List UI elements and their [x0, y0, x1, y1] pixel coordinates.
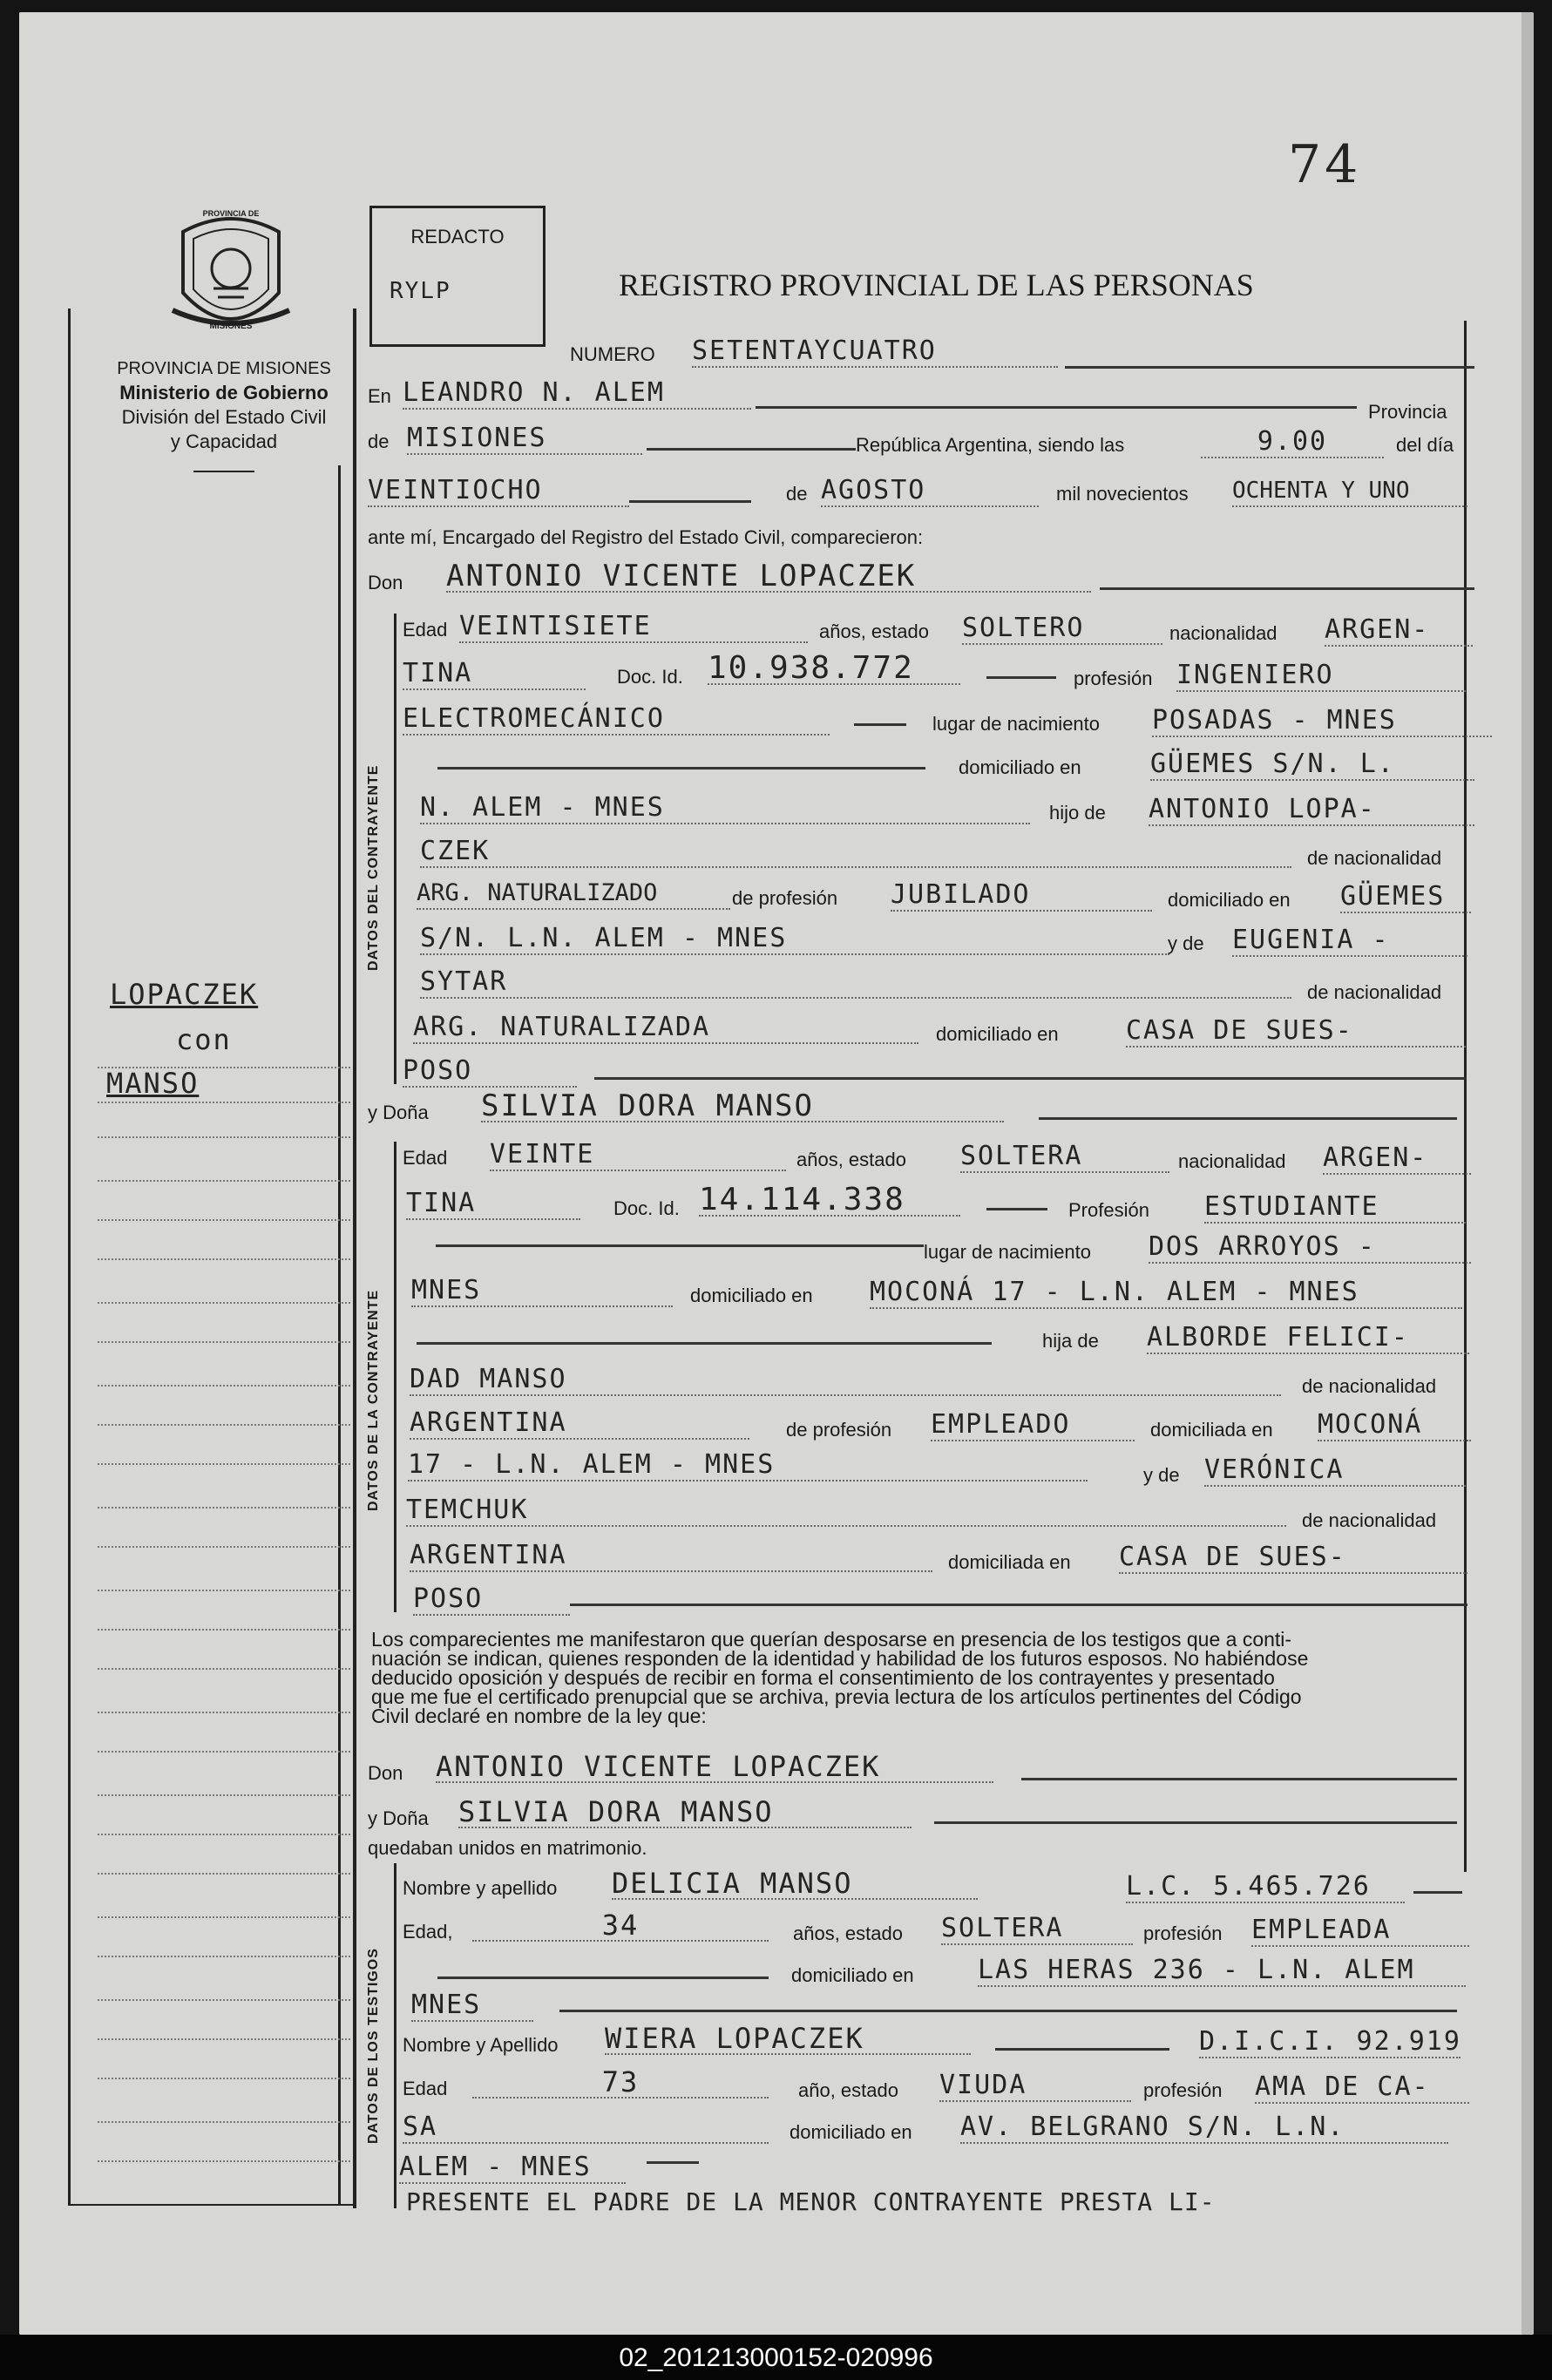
- division-name-2: y Capacidad: [170, 431, 278, 452]
- label-profesion-t2: profesión: [1143, 2079, 1223, 2101]
- acta-year: OCHENTA Y UNO: [1232, 476, 1467, 507]
- label-anios-estado: años, estado: [819, 620, 929, 642]
- witness1-address-2: MNES: [411, 1990, 533, 2022]
- witness1-age: 34: [472, 1910, 769, 1942]
- acta-hour: 9.00: [1201, 427, 1384, 458]
- ministry-name: Ministerio de Gobierno: [119, 382, 329, 403]
- label-domiciliado-t2: domiciliado en: [790, 2121, 912, 2143]
- label-mil: mil novecientos: [1056, 483, 1189, 505]
- groom-profession-1: INGENIERO: [1176, 661, 1466, 692]
- label-y-de-2: y de: [1143, 1464, 1180, 1486]
- groom-father-address-1: GÜEMES: [1340, 882, 1471, 913]
- groom-mother-2: SYTAR: [420, 967, 1291, 999]
- redacto-initials: RYLP: [390, 278, 451, 304]
- groom-status: SOLTERO: [962, 614, 1162, 645]
- label-republica: República Argentina, siendo las: [856, 434, 1125, 456]
- label-del-dia: del día: [1396, 434, 1454, 456]
- witness2-doc: D.I.C.I. 92.919: [1199, 2026, 1461, 2057]
- page-number: 74: [1288, 134, 1362, 195]
- margin-note-line2: con: [176, 1023, 232, 1056]
- label-numero: NUMERO: [570, 343, 655, 365]
- groom-address-2: N. ALEM - MNES: [420, 793, 1030, 824]
- bride-block-line: [394, 1142, 396, 1612]
- paragraph-line: nuación se indican, quienes responden de la identidad y habilidad de los futuros esposos. No habiéndose: [371, 1647, 1309, 1670]
- groom-mother-nationality: ARG. NATURALIZADA: [413, 1013, 918, 1044]
- divider: [193, 471, 254, 472]
- bride-address: MOCONÁ 17 - L.N. ALEM - MNES: [870, 1278, 1462, 1309]
- label-anios-estado-3: años, estado: [793, 1922, 903, 1944]
- document-title: REGISTRO PROVINCIAL DE LAS PERSONAS: [619, 268, 1254, 302]
- witness1-address-1: LAS HERAS 236 - L.N. ALEM: [978, 1956, 1466, 1987]
- label-doc-2: Doc. Id.: [613, 1197, 680, 1219]
- label-domiciliada: domiciliada en: [1150, 1419, 1273, 1441]
- paragraph-line: Civil declaré en nombre de la ley que:: [371, 1705, 707, 1727]
- bride-mother-2: TEMCHUK: [406, 1495, 1286, 1527]
- label-de-nacionalidad-4: de nacionalidad: [1302, 1509, 1437, 1531]
- final-note: PRESENTE EL PADRE DE LA MENOR CONTRAYENTE PRESTA LI-: [406, 2187, 1216, 2216]
- left-frame-line: [68, 309, 71, 2205]
- groom-age: VEINTISIETE: [459, 612, 808, 643]
- witness1-name: DELICIA MANSO: [612, 1868, 978, 1900]
- bride-status: SOLTERA: [960, 1142, 1169, 1173]
- witness2-name: WIERA LOPACZEK: [605, 2024, 971, 2055]
- side-label-bride: DATOS DE LA CONTRAYENTE: [366, 1289, 381, 1511]
- witness2-address-1: AV. BELGRANO S/N. L.N.: [960, 2112, 1448, 2144]
- groom-father-nationality: ARG. NATURALIZADO: [417, 878, 730, 910]
- witness2-profession-1: AMA DE CA-: [1255, 2072, 1469, 2104]
- bride-birthplace-2: MNES: [411, 1276, 673, 1307]
- label-de-nacionalidad: de nacionalidad: [1307, 847, 1442, 869]
- bride-father-address-2: 17 - L.N. ALEM - MNES: [408, 1450, 1088, 1482]
- bride-mother-1: VERÓNICA: [1204, 1455, 1466, 1487]
- groom-father-profession: JUBILADO: [891, 880, 1152, 912]
- groom-mother-1: EUGENIA -: [1232, 926, 1467, 957]
- footer-id-text: 02_201213000152-020996: [619, 2343, 933, 2372]
- label-domiciliado-3: domiciliado en: [936, 1023, 1059, 1045]
- witness-block-line: [394, 1863, 396, 2208]
- groom-address-1: GÜEMES S/N. L.: [1150, 749, 1474, 781]
- label-nacionalidad: nacionalidad: [1169, 622, 1278, 644]
- bride-father-1: ALBORDE FELICI-: [1147, 1323, 1469, 1354]
- margin-note-line1: LOPACZEK: [110, 978, 259, 1011]
- seal-top-text: PROVINCIA DE: [202, 209, 260, 218]
- label-profesion-cap: Profesión: [1068, 1199, 1149, 1221]
- bride-age: VEINTE: [490, 1140, 786, 1171]
- witness2-address-2: ALEM - MNES: [399, 2153, 626, 2184]
- witness2-status: VIUDA: [939, 2071, 1131, 2102]
- bride-doc: 14.114.338: [699, 1185, 960, 1217]
- register-page: [19, 12, 1534, 2335]
- groom-father-1: ANTONIO LOPA-: [1149, 795, 1474, 826]
- label-hija-de: hija de: [1042, 1330, 1099, 1352]
- paragraph-line: Los comparecientes me manifestaron que querían desposarse en presencia de los testigos que a conti-: [371, 1628, 1292, 1651]
- label-nombre-ap-2: Nombre y Apellido: [403, 2034, 559, 2056]
- bride-nationality-2: TINA: [406, 1189, 580, 1220]
- label-de-profesion-2: de profesión: [786, 1419, 892, 1441]
- groom-doc: 10.938.772: [708, 654, 960, 685]
- seal-bottom-text: MISIONES: [209, 322, 253, 331]
- bride-mother-nationality: ARGENTINA: [410, 1541, 932, 1572]
- side-label-groom: DATOS DEL CONTRAYENTE: [366, 764, 381, 971]
- bride-father-nationality: ARGENTINA: [410, 1408, 749, 1440]
- groom-name: ANTONIO VICENTE LOPACZEK: [446, 561, 1091, 593]
- label-domiciliada-2: domiciliada en: [948, 1551, 1071, 1573]
- acta-locality: LEANDRO N. ALEM: [403, 378, 751, 410]
- label-nacionalidad-2: nacionalidad: [1178, 1150, 1286, 1172]
- label-domiciliado: domiciliado en: [959, 756, 1081, 778]
- label-de-nacionalidad-2: de nacionalidad: [1307, 981, 1442, 1003]
- groom-nationality-1: ARGEN-: [1325, 615, 1473, 647]
- bride-father-address-1: MOCONÁ: [1318, 1410, 1471, 1441]
- declaration-paragraph: [371, 1630, 1469, 1726]
- book-spine-edge: [1522, 12, 1534, 2335]
- label-profesion-t1: profesión: [1143, 1922, 1223, 1944]
- bride-mother-address-2: POSO: [413, 1584, 570, 1616]
- label-lugar-nac-2: lugar de nacimiento: [924, 1241, 1092, 1263]
- redacto-label: REDACTO: [410, 226, 505, 247]
- acta-day: VEINTIOCHO: [368, 476, 629, 507]
- label-don: Don: [368, 572, 403, 593]
- label-doc: Doc. Id.: [617, 666, 683, 688]
- groom-father-address-2: S/N. L.N. ALEM - MNES: [420, 924, 1169, 955]
- acta-number: SETENTAYCUATRO: [692, 336, 1058, 368]
- witness1-profession: EMPLEADA: [1251, 1916, 1469, 1947]
- label-y-de: y de: [1168, 932, 1204, 954]
- label-de-profesion: de profesión: [732, 887, 838, 909]
- label-y-dona: y Doña: [368, 1102, 429, 1123]
- label-edad-3: Edad: [403, 2078, 448, 2099]
- image-id-footer: [0, 2335, 1552, 2380]
- paragraph-line: deducido oposición y después de recibir en forma el consentimiento de los contrayentes y presentado: [371, 1666, 1275, 1689]
- groom-mother-address-2: POSO: [403, 1056, 577, 1088]
- declared-bride: SILVIA DORA MANSO: [458, 1797, 912, 1828]
- declared-groom: ANTONIO VICENTE LOPACZEK: [436, 1752, 993, 1783]
- bride-nationality-1: ARGEN-: [1323, 1143, 1471, 1175]
- bride-father-profession: EMPLEADO: [931, 1410, 1135, 1441]
- label-lugar-nac: lugar de nacimiento: [932, 713, 1101, 735]
- province-name: PROVINCIA DE MISIONES: [117, 359, 331, 378]
- label-nombre-ap: Nombre y apellido: [403, 1877, 558, 1899]
- label-profesion: profesión: [1074, 668, 1153, 689]
- redacto-box: [369, 206, 546, 347]
- witness1-status: SOLTERA: [941, 1914, 1133, 1945]
- groom-mother-address-1: CASA DE SUES-: [1126, 1016, 1466, 1048]
- groom-block-line: [394, 614, 396, 1084]
- label-de-mes: de: [786, 483, 808, 505]
- label-de: de: [368, 431, 390, 452]
- label-don-2: Don: [368, 1762, 403, 1784]
- witness2-age: 73: [472, 2067, 769, 2099]
- witness1-doc: L.C. 5.465.726: [1126, 1872, 1405, 1903]
- bride-name: SILVIA DORA MANSO: [481, 1091, 1004, 1122]
- bride-mother-address-1: CASA DE SUES-: [1119, 1543, 1467, 1574]
- label-edad-coma: Edad,: [403, 1921, 453, 1943]
- label-domiciliado-2: domiciliado en: [1168, 889, 1291, 911]
- acta-province: MISIONES: [407, 424, 642, 455]
- paragraph-line: que me fue el certificado prenupcial que se archiva, previa lectura de los artículos pertinentes del Código: [371, 1685, 1302, 1708]
- label-edad: Edad: [403, 619, 448, 641]
- label-domiciliado-4: domiciliado en: [690, 1285, 813, 1306]
- acta-month: AGOSTO: [821, 476, 1039, 507]
- label-hijo-de: hijo de: [1049, 802, 1106, 824]
- bride-father-2: DAD MANSO: [410, 1365, 1281, 1396]
- groom-nationality-2: TINA: [403, 659, 586, 690]
- label-anios-estado-2: años, estado: [796, 1149, 906, 1170]
- groom-birthplace: POSADAS - MNES: [1152, 706, 1492, 737]
- label-y-dona-2: y Doña: [368, 1807, 429, 1829]
- main-frame-line: [353, 309, 356, 2208]
- label-anio-estado: año, estado: [798, 2079, 898, 2101]
- bride-birthplace-1: DOS ARROYOS -: [1149, 1232, 1471, 1264]
- groom-profession-2: ELECTROMECÁNICO: [403, 704, 830, 736]
- margin-note-line3: MANSO: [106, 1067, 200, 1100]
- groom-father-2: CZEK: [420, 837, 1291, 868]
- side-label-witnesses: DATOS DE LOS TESTIGOS: [366, 1948, 381, 2144]
- label-de-nacionalidad-3: de nacionalidad: [1302, 1375, 1437, 1397]
- label-edad-2: Edad: [403, 1147, 448, 1169]
- label-en: En: [368, 385, 391, 407]
- witness2-profession-2: SA: [403, 2112, 769, 2144]
- division-name: División del Estado Civil: [121, 406, 327, 428]
- label-provincia: Provincia: [1368, 401, 1447, 423]
- label-domiciliado-t1: domiciliado en: [791, 1964, 914, 1986]
- margin-frame-line: [338, 465, 341, 2205]
- label-quedaban: quedaban unidos en matrimonio.: [368, 1837, 647, 1859]
- bride-profession: ESTUDIANTE: [1204, 1192, 1466, 1224]
- bottom-frame-line: [68, 2204, 356, 2206]
- label-ante: ante mí, Encargado del Registro del Estado Civil, comparecieron:: [368, 526, 924, 548]
